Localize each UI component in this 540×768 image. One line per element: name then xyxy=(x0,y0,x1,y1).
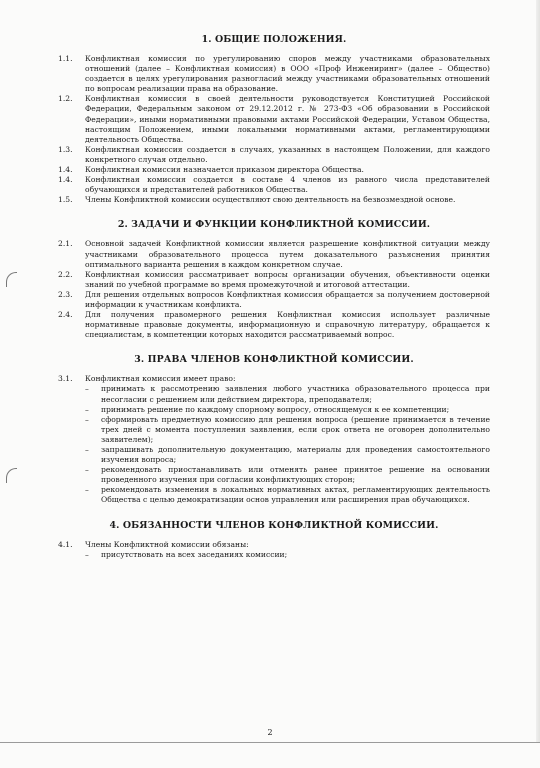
list-item-text: сформировать предметную комиссию для решения вопроса (решение принимается в течение трех дней с момента поступления заявления, если срок ответа не оговорен дополнительно заявителем); xyxy=(101,414,490,444)
page-number: 2 xyxy=(267,728,273,737)
clause-text: Конфликтная комиссия в своей деятельности руководствуется Конституцией Российской Федерации, Федеральным законом от 29.12.2012 г. № 273-ФЗ «Об образовании в Российской Федерации», иными нормативными правовыми актами Российской Федерации, Уставом Общества, настоящим Положением, иными локальными нормативными актами, регламентирующими деятельность Общества. xyxy=(85,94,490,144)
clause-number: 1.2. xyxy=(58,94,73,104)
list-item xyxy=(85,415,490,445)
clause-text: Конфликтная комиссия рассматривает вопросы организации обучения, объективности оценки знаний по учебной программе во время промежуточной и итоговой аттестации. xyxy=(85,269,490,289)
section-heading-3: 3. ПРАВА ЧЛЕНОВ КОНФЛИКТНОЙ КОМИССИИ. xyxy=(134,354,414,366)
clause-text: Конфликтная комиссия назначается приказом директора Общества. xyxy=(85,165,364,175)
clause-number: 1.3. xyxy=(58,144,73,154)
clause-text: Члены Конфликтной комиссии обязаны: xyxy=(85,539,249,549)
list-item xyxy=(85,405,490,415)
clause-1-2 xyxy=(58,94,490,144)
clause-number: 3.1. xyxy=(58,374,73,384)
clause-3-1 xyxy=(58,374,490,384)
clause-1-1 xyxy=(58,54,490,94)
bottom-edge-line xyxy=(0,742,540,743)
clause-2-1 xyxy=(58,239,490,269)
clause-number: 2.4. xyxy=(58,310,73,320)
dash-marker: – xyxy=(85,549,89,559)
list-item-text: принимать решение по каждому спорному вопросу, относящемуся к ее компетенции; xyxy=(101,404,450,414)
clause-1-5 xyxy=(58,195,490,205)
clause-text: Для получения правомерного решения Конфликтная комиссия использует различные нормативные правовые документы, информационную и справочную литературу, обращается к специалистам, в компетенции которых находится рассматриваемый вопрос. xyxy=(85,310,490,340)
list-item xyxy=(85,445,490,465)
dash-marker: – xyxy=(85,414,89,424)
clause-number: 2.2. xyxy=(58,269,73,279)
clause-1-4a xyxy=(58,165,490,175)
clause-text: Основной задачей Конфликтной комиссии является разрешение конфликтной ситуации между участниками образовательного процесса путем доказательного разъяснения принятия оптимального варианта решения в каждом конкретном случае. xyxy=(85,239,490,269)
clause-1-3 xyxy=(58,145,490,165)
section-heading-1: 1. ОБЩИЕ ПОЛОЖЕНИЯ. xyxy=(201,34,347,45)
section-heading-2: 2. ЗАДАЧИ И ФУНКЦИИ КОНФЛИКТНОЙ КОМИССИИ. xyxy=(117,219,431,231)
clause-number: 4.1. xyxy=(58,539,73,549)
dash-marker: – xyxy=(85,404,89,414)
list-item-text: рекомендовать приостанавливать или отменять ранее принятое решение на основании проведенного изучения при согласии конфликтующих сторон; xyxy=(101,465,490,485)
dash-marker: – xyxy=(85,384,89,394)
clause-4-1 xyxy=(58,540,490,550)
clause-text: Конфликтная комиссия по урегулированию споров между участниками образовательных отношений (далее – Конфликтная комиссия) в ООО «Проф Инжениринг» (далее – Общество) создается в целях урегулирования разногласий между участниками образовательных отношений по вопросам реализации права на образование. xyxy=(85,54,490,94)
clause-2-3 xyxy=(58,290,490,310)
clause-text: Конфликтная комиссия имеет право: xyxy=(85,374,236,384)
document-body xyxy=(58,34,490,560)
clause-text: Для решения отдельных вопросов Конфликтная комиссия обращается за получением достоверной информации к участникам конфликта. xyxy=(85,289,490,309)
page-edge-shadow xyxy=(536,0,540,742)
clause-text: Конфликтная комиссия создается в составе 4 членов из равного числа представителей обучающихся и представителей работников Общества. xyxy=(85,175,490,195)
clause-number: 2.1. xyxy=(58,239,73,249)
clause-number: 2.3. xyxy=(58,289,73,299)
binder-hole-mark-1 xyxy=(6,272,17,287)
list-item-text: присутствовать на всех заседаниях комиссии; xyxy=(101,549,288,559)
list-item xyxy=(85,550,490,560)
list-item xyxy=(85,485,490,505)
dash-marker: – xyxy=(85,465,89,475)
clause-1-4b xyxy=(58,175,490,195)
binder-hole-mark-2 xyxy=(6,468,17,483)
list-item xyxy=(85,465,490,485)
clause-text: Члены Конфликтной комиссии осуществляют свою деятельность на безвозмездной основе. xyxy=(85,195,456,205)
clause-text: Конфликтная комиссия создается в случаях, указанных в настоящем Положении, для каждого конкретного случая отдельно. xyxy=(85,144,490,164)
list-item-text: принимать к рассмотрению заявления любого участника образовательного процесса при несогласии с решением или действием директора, преподавателя; xyxy=(101,384,490,404)
clause-number: 1.4. xyxy=(58,175,73,185)
clause-number: 1.4. xyxy=(58,165,73,175)
clause-number: 1.1. xyxy=(58,54,73,63)
list-item-text: рекомендовать изменения в локальных нормативных актах, регламентирующих деятельность Общества с целью демократизации основ управления или расширения прав обучающихся. xyxy=(101,485,490,505)
list-item-text: запрашивать дополнительную документацию, материалы для проведения самостоятельного изучения вопроса; xyxy=(101,445,490,465)
section-heading-4: 4. ОБЯЗАННОСТИ ЧЛЕНОВ КОНФЛИКТНОЙ КОМИССИИ. xyxy=(109,519,439,531)
dash-marker: – xyxy=(85,485,89,495)
clause-2-2 xyxy=(58,270,490,290)
dash-marker: – xyxy=(85,445,89,454)
clause-2-4 xyxy=(58,310,490,340)
clause-number: 1.5. xyxy=(58,195,73,205)
list-item xyxy=(85,384,490,404)
